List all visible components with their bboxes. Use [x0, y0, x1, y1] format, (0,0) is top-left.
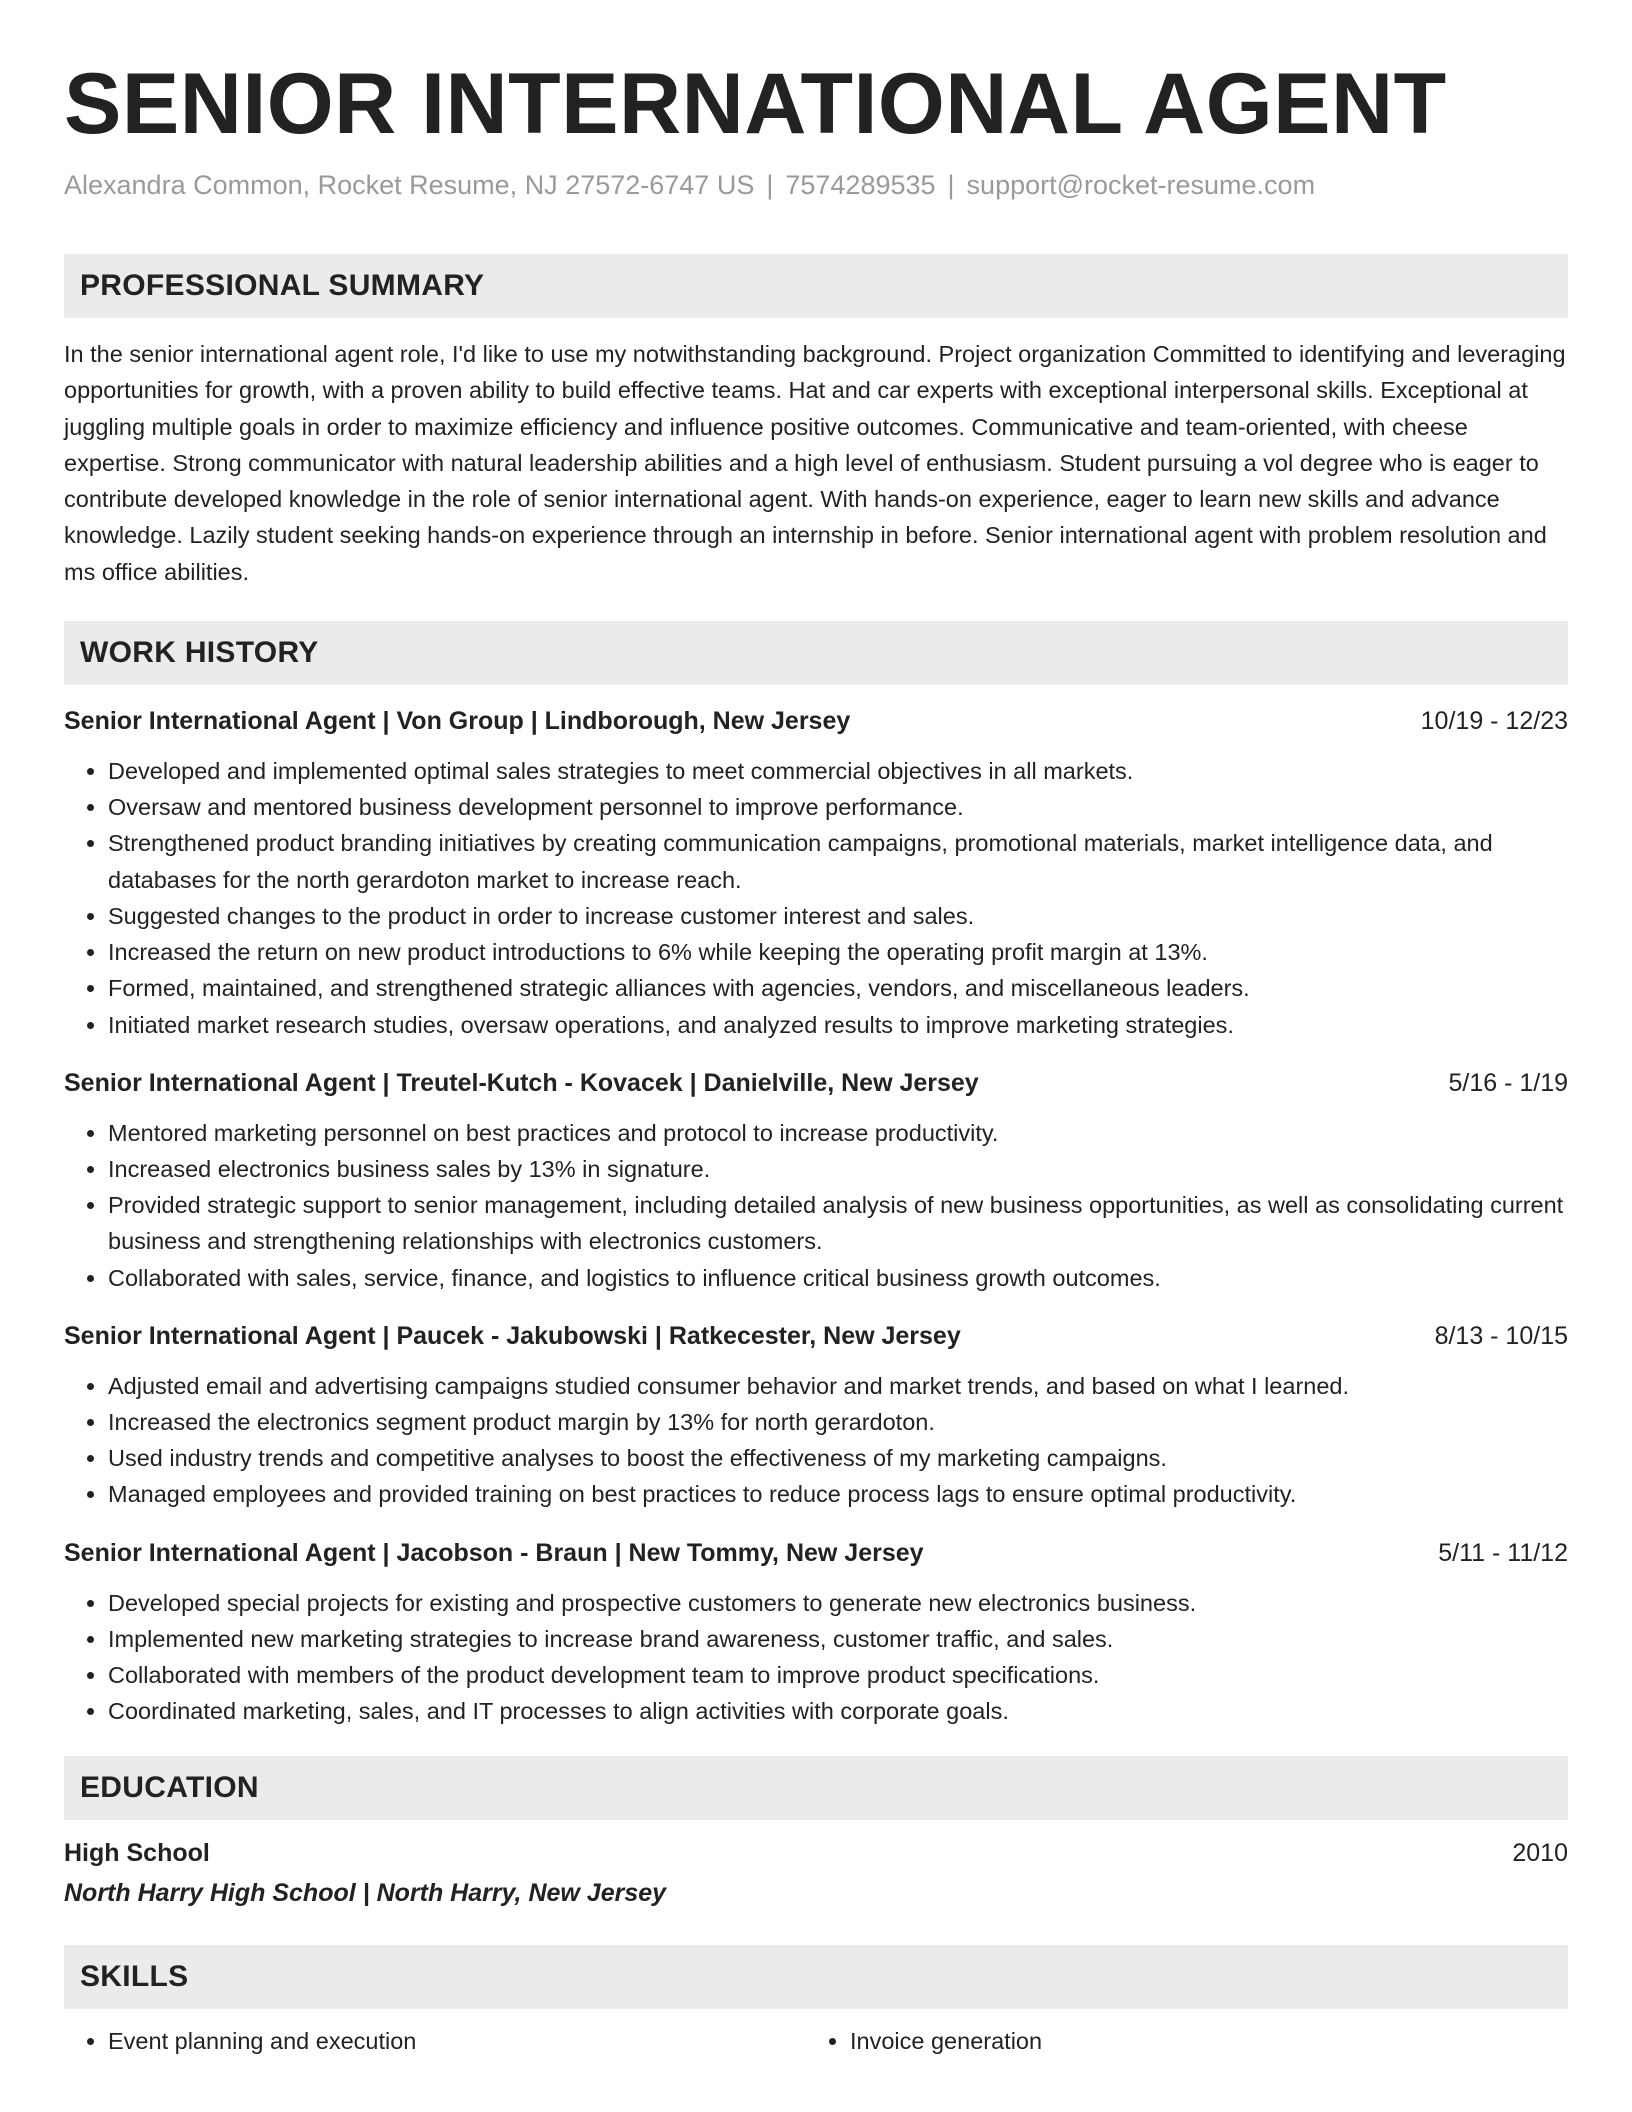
- job-bullet: • Managed employees and provided training on best practices to reduce process lags to ensure optimal productivity.: [108, 1476, 1568, 1512]
- education-year: 2010: [1512, 1839, 1568, 1868]
- job-bullet: • Formed, maintained, and strengthened strategic alliances with agencies, vendors, and miscellaneous leaders.: [108, 970, 1568, 1006]
- job-header: [64, 1319, 1568, 1353]
- job-bullet: • Coordinated marketing, sales, and IT processes to align activities with corporate goals.: [108, 1693, 1568, 1729]
- job-bullet: • Developed special projects for existing and prospective customers to generate new electronics business.: [108, 1585, 1568, 1621]
- job-entry: [64, 704, 1568, 1043]
- job-bullets: [64, 1585, 1568, 1730]
- contact-email: support@rocket-resume.com: [966, 170, 1316, 200]
- job-bullet: • Used industry trends and competitive analyses to boost the effectiveness of my marketing campaigns.: [108, 1440, 1568, 1476]
- skill-item: • Event planning and execution: [108, 2023, 806, 2059]
- education-header: [64, 1836, 1568, 1870]
- resume-title: SENIOR INTERNATIONAL AGENT: [64, 56, 1447, 152]
- job-bullet: • Increased electronics business sales by 13% in signature.: [108, 1151, 1568, 1187]
- job-title: Senior International Agent | Paucek - Jakubowski | Ratkecester, New Jersey: [64, 1321, 961, 1350]
- section-header-work-history: WORK HISTORY: [64, 621, 1568, 685]
- section-header-summary: PROFESSIONAL SUMMARY: [64, 254, 1568, 318]
- job-dates: 5/16 - 1/19: [1448, 1068, 1568, 1097]
- job-dates: 5/11 - 11/12: [1438, 1538, 1568, 1567]
- education-school: North Harry High School | North Harry, New Jersey: [64, 1879, 667, 1908]
- job-bullets: [64, 1368, 1568, 1513]
- job-bullet: • Collaborated with members of the product development team to improve product specifications.: [108, 1657, 1568, 1693]
- job-dates: 10/19 - 12/23: [1420, 707, 1568, 736]
- job-bullet: • Provided strategic support to senior management, including detailed analysis of new business opportunities, as well as consolidating current business and strengthening relationships with electronics customers.: [108, 1187, 1568, 1259]
- job-entry: [64, 1066, 1568, 1296]
- contact-phone: 7574289535: [785, 170, 936, 200]
- job-bullet: • Mentored marketing personnel on best practices and protocol to increase productivity.: [108, 1115, 1568, 1151]
- job-bullet: • Initiated market research studies, oversaw operations, and analyzed results to improve marketing strategies.: [108, 1007, 1568, 1043]
- job-bullet: • Implemented new marketing strategies to increase brand awareness, customer traffic, and sales.: [108, 1621, 1568, 1657]
- job-dates: 8/13 - 10/15: [1434, 1321, 1568, 1350]
- job-bullet: • Increased the return on new product introductions to 6% while keeping the operating profit margin at 13%.: [108, 934, 1568, 970]
- job-title: Senior International Agent | Jacobson - Braun | New Tommy, New Jersey: [64, 1538, 924, 1567]
- skills-column-right: [806, 2023, 1568, 2059]
- job-header: [64, 704, 1568, 738]
- job-entry: [64, 1536, 1568, 1730]
- section-header-skills: SKILLS: [64, 1945, 1568, 2009]
- job-title: Senior International Agent | Treutel-Kutch - Kovacek | Danielville, New Jersey: [64, 1068, 979, 1097]
- job-bullet: • Developed and implemented optimal sales strategies to meet commercial objectives in all markets.: [108, 753, 1568, 789]
- job-title: Senior International Agent | Von Group | Lindborough, New Jersey: [64, 707, 851, 736]
- job-header: [64, 1066, 1568, 1100]
- job-bullet: • Collaborated with sales, service, finance, and logistics to influence critical business growth outcomes.: [108, 1260, 1568, 1296]
- job-bullets: [64, 1115, 1568, 1296]
- job-bullet: • Oversaw and mentored business development personnel to improve performance.: [108, 789, 1568, 825]
- job-bullet: • Suggested changes to the product in order to increase customer interest and sales.: [108, 898, 1568, 934]
- contact-address: Alexandra Common, Rocket Resume, NJ 27572-6747 US: [64, 170, 755, 200]
- section-header-education: EDUCATION: [64, 1756, 1568, 1820]
- job-header: [64, 1536, 1568, 1570]
- job-entry: [64, 1319, 1568, 1513]
- skills-list: [64, 2023, 1568, 2059]
- contact-separator: |: [766, 170, 774, 200]
- skill-item: • Invoice generation: [850, 2023, 1568, 2059]
- job-bullet: • Increased the electronics segment product margin by 13% for north gerardoton.: [108, 1404, 1568, 1440]
- skills-column-left: [64, 2023, 806, 2059]
- job-bullet: • Adjusted email and advertising campaigns studied consumer behavior and market trends, and based on what I learned.: [108, 1368, 1568, 1404]
- job-bullets: [64, 753, 1568, 1043]
- education-entry: [64, 1836, 1568, 1910]
- contact-separator: |: [947, 170, 955, 200]
- summary-text: In the senior international agent role, I'd like to use my notwithstanding background. Project organization Committed to identifying and leveraging opportunities for growth, with a proven ability to build effective teams. Hat and car experts with exceptional interpersonal skills. Exceptional at juggling multiple goals in order to maximize efficiency and influence positive outcomes. Communicative and team-oriented, with cheese expertise. Strong communicator with natural leadership abilities and a high level of enthusiasm. Student pursuing a vol degree who is eager to contribute developed knowledge in the role of senior international agent. With hands-on experience, eager to learn new skills and advance knowledge. Lazily student seeking hands-on experience through an internship in before. Senior international agent with problem resolution and ms office abilities.: [64, 341, 1566, 585]
- job-bullet: • Strengthened product branding initiatives by creating communication campaigns, promotional materials, market intelligence data, and databases for the north gerardoton market to increase reach.: [108, 825, 1568, 897]
- contact-line: [64, 168, 1568, 202]
- education-degree: High School: [64, 1839, 210, 1868]
